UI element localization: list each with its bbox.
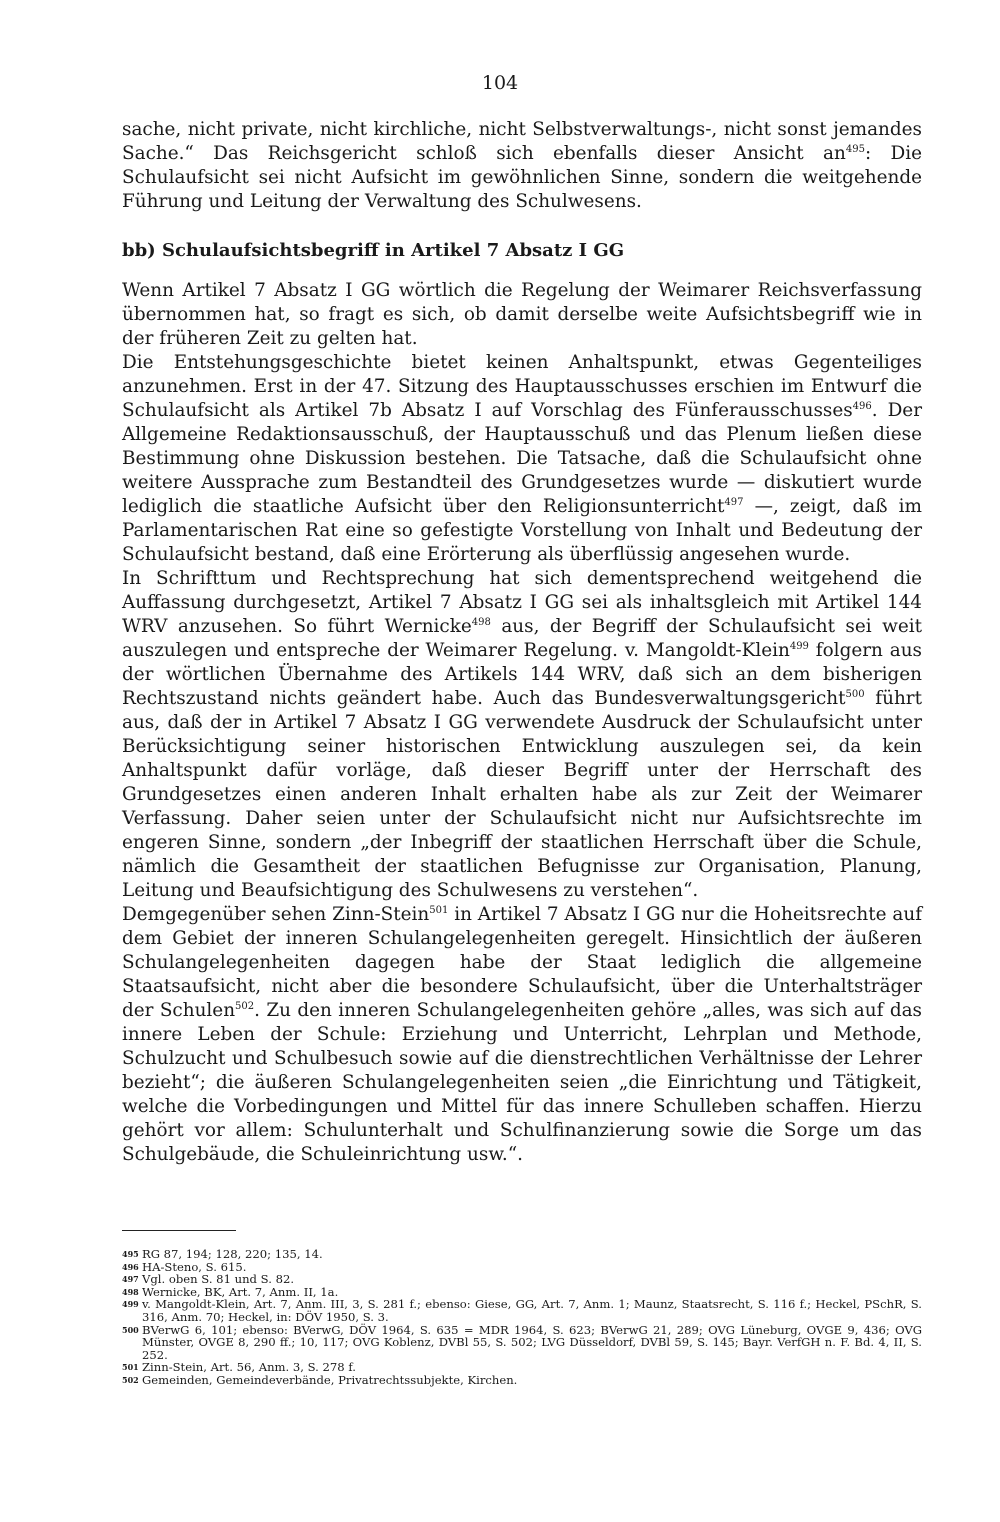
intro-text-a: sache, nicht private, nicht kirchliche, nicht Selbstverwaltungs-, nicht sonst jemandes Sache.“ Das Reichsgericht schloß sich ebenfalls dieser Ansicht an xyxy=(122,119,922,164)
footnote-ref-500[interactable]: 500 xyxy=(845,688,865,700)
footnote xyxy=(122,1374,922,1387)
footnote-text: RG 87, 194; 128, 220; 135, 14. xyxy=(142,1247,323,1261)
footnotes xyxy=(122,1248,922,1387)
section-body xyxy=(122,279,922,1167)
paragraph-3-text-a: In Schrifttum und Rechtsprechung hat sich dementsprechend weitgehend die Auffassung durchgesetzt, Artikel 7 Absatz I GG sei als inhaltsgleich mit Artikel 144 WRV anzusehen. So führt Wernicke xyxy=(122,568,922,637)
footnote-number: 498 xyxy=(122,1286,139,1297)
paragraph-4-text-b: in Artikel 7 Absatz I GG nur die Hoheitsrechte auf dem Gebiet der inneren Schulangelegenheiten geregelt. Hinsichtlich der äußeren Schulangelegenheiten dagegen habe der Staat lediglich die allgemeine Staatsaufsicht, nicht aber die besondere Schulaufsicht, über die Unterhaltsträger der Schulen xyxy=(122,904,922,1021)
footnote-ref-496[interactable]: 496 xyxy=(852,400,872,412)
paragraph-3-text-b: aus, der Begriff der Schulaufsicht sei weit auszulegen und entspreche der Weimarer Regelung. v. Mangoldt-Klein xyxy=(122,616,922,661)
footnote-ref-502[interactable]: 502 xyxy=(235,1000,255,1012)
paragraph-3-text-d: führt aus, daß der in Artikel 7 Absatz I GG verwendete Ausdruck der Schulaufsicht unter Berücksichtigung seiner historischen Entwicklung auszulegen sei, da kein Anhaltspunkt dafür vorläge, daß dieser Begriff unter der Herrschaft des Grundgesetzes einen anderen Inhalt erhalten habe als zur Zeit der Weimarer Verfassung. Daher seien unter der Schulaufsicht nicht nur Aufsichtsrechte im engeren Sinne, sondern „der Inbegriff der staatlichen Herrschaft über die Schule, nämlich die Gesamtheit der staatlichen Befugnisse zur Organisation, Planung, Leitung und Beaufsichtigung des Schulwesens zu verstehen“. xyxy=(122,688,922,901)
page-number: 104 xyxy=(481,72,519,94)
paragraph-2-text-b: . Der Allgemeine Redaktionsausschuß, der Hauptausschuß und das Plenum ließen diese Bestimmung ohne Diskussion bestehen. Die Tatsache, daß die Schulaufsicht ohne weitere Aussprache zum Bestandteil des Grundgesetzes wurde — diskutiert wurde lediglich die staatliche Aufsicht über den Religionsunterricht xyxy=(122,400,922,517)
footnote-text: Gemeinden, Gemeindeverbände, Privatrechtssubjekte, Kirchen. xyxy=(142,1372,518,1387)
section-heading: bb) Schulaufsichtsbegriff in Artikel 7 Absatz I GG xyxy=(122,240,625,261)
footnote-separator xyxy=(122,1230,236,1231)
intro-text-b: : Die Schulaufsicht sei nicht Aufsicht im gewöhnlichen Sinne, sondern die weitgehende Führung und Leitung der Verwaltung des Schulwesens. xyxy=(122,143,923,212)
paragraph-2-text-c: —, zeigt, daß im Parlamentarischen Rat eine so gefestigte Vorstellung von Inhalt und Bedeutung der Schulaufsicht bestand, daß eine Erörterung als überflüssig angesehen wurde. xyxy=(122,496,922,565)
paragraph-4-text-a: Demgegenüber sehen Zinn-Stein xyxy=(122,904,430,925)
footnote-text: Wernicke, BK, Art. 7, Anm. II, 1a. xyxy=(142,1284,339,1299)
footnote-ref-501[interactable]: 501 xyxy=(429,904,449,916)
footnote-number: 497 xyxy=(122,1274,139,1285)
paragraph-1: Wenn Artikel 7 Absatz I GG wörtlich die Regelung der Weimarer Reichsverfassung übernommen hat, so fragt es sich, ob damit derselbe weite Aufsichtsbegriff wie in der früheren Zeit zu gelten hat. xyxy=(122,280,922,349)
footnote-ref-498[interactable]: 498 xyxy=(471,616,491,628)
footnote-text: Zinn-Stein, Art. 56, Anm. 3, S. 278 f. xyxy=(142,1360,356,1375)
footnote-number: 501 xyxy=(122,1362,139,1373)
footnote-text: v. Mangoldt-Klein, Art. 7, Anm. III, 3, S. 281 f.; ebenso: Giese, GG, Art. 7, Anm. 1; Maunz, Staatsrecht, S. 116 f.; Heckel, PSchR, S. 316, Anm. 70; Heckel, in: DÖV 1950, S. 3. xyxy=(142,1297,922,1324)
footnote-ref-495[interactable]: 495 xyxy=(845,143,865,155)
footnote-number: 502 xyxy=(122,1374,139,1385)
paragraph-2-text-a: Die Entstehungsgeschichte bietet keinen Anhaltspunkt, etwas Gegenteiliges anzunehmen. Erst in der 47. Sitzung des Hauptausschusses erschien im Entwurf die Schulaufsicht als Artikel 7b Absatz I auf Vorschlag des Fünferausschusses xyxy=(122,352,922,421)
footnote-ref-497[interactable]: 497 xyxy=(724,496,744,508)
footnote-number: 500 xyxy=(122,1324,139,1335)
footnote-ref-499[interactable]: 499 xyxy=(789,640,809,652)
footnote-text: HA-Steno, S. 615. xyxy=(142,1259,247,1274)
paragraph-3-text-c: folgern aus der wörtlichen Übernahme des Artikels 144 WRV, daß sich an dem bisherigen Rechtszustand nichts geändert habe. Auch das Bundesverwaltungsgericht xyxy=(122,640,922,709)
paragraph-4-text-c: . Zu den inneren Schulangelegenheiten gehöre „alles, was sich auf das innere Leben der Schule: Erziehung und Unterricht, Lehrplan und Methode, Schulzucht und Schulbesuch sowie auf die dienstrechtlichen Verhältnisse der Lehrer bezieht“; die äußeren Schulangelegenheiten seien „die Einrichtung und Tätigkeit, welche die Vorbedingungen und Mittel für das innere Schulleben schaffen. Hierzu gehört vor allem: Schulunterhalt und Schulfinanzierung sowie die Sorge um das Schulgebäude, die Schuleinrichtung usw.“. xyxy=(122,1000,922,1165)
footnote-number: 495 xyxy=(122,1249,139,1259)
intro-paragraph xyxy=(122,118,922,214)
paragraph-2 xyxy=(122,351,922,567)
footnote xyxy=(122,1298,922,1323)
paragraph-4 xyxy=(122,903,922,1167)
footnote xyxy=(122,1324,922,1362)
footnote-number: 499 xyxy=(122,1299,139,1310)
footnote-text: BVerwG 6, 101; ebenso: BVerwG, DÖV 1964, S. 635 = MDR 1964, S. 623; BVerwG 21, 289; OVG Lüneburg, OVGE 9, 436; OVG Münster, OVGE 8, 290 ff.; 10, 117; OVG Koblenz, DVBl 55, S. 502; LVG Düsseldorf, DVBl 59, S. 145; Bayr. VerfGH n. F. Bd. 4, II, S. 252. xyxy=(142,1322,922,1362)
footnote-text: Vgl. oben S. 81 und S. 82. xyxy=(142,1272,295,1287)
footnote-number: 496 xyxy=(122,1261,139,1272)
paragraph-3 xyxy=(122,567,922,903)
